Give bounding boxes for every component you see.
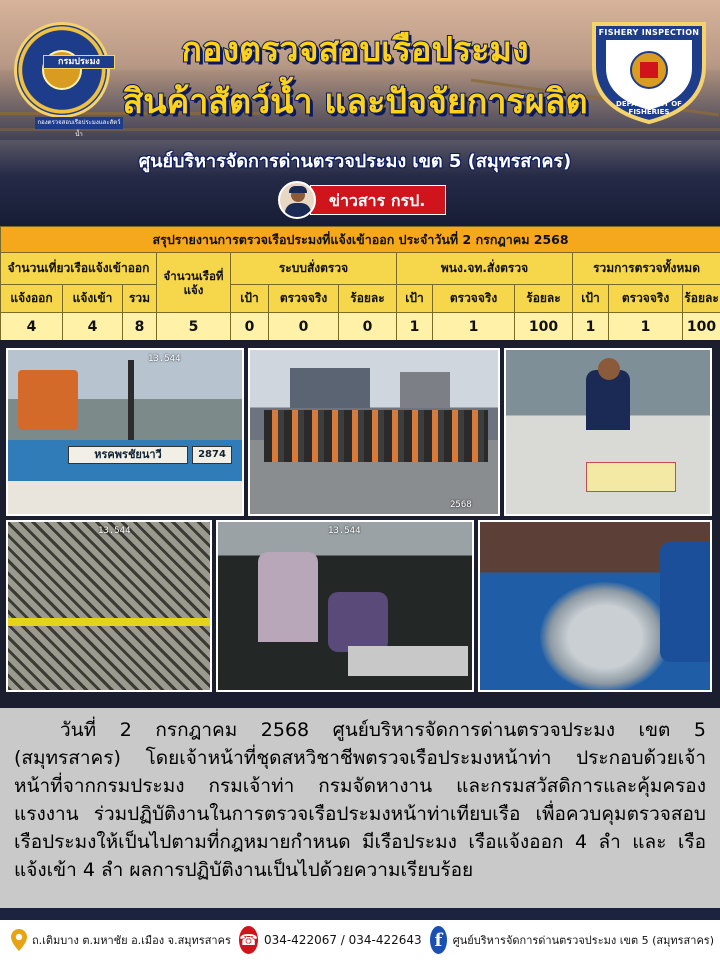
sub-header-actual: ตรวจจริง xyxy=(433,285,515,313)
sub-header-percent: ร้อยละ xyxy=(683,285,720,313)
sub-header-target: เป้า xyxy=(573,285,609,313)
logo-left-under-text: กองตรวจสอบเรือประมงและสัตว์น้ำ xyxy=(35,117,123,129)
value-count: 5 xyxy=(157,313,231,341)
news-label: ข่าวสาร กรป. xyxy=(310,185,446,215)
headline-subtitle: ศูนย์บริหารจัดการด่านตรวจประมง เขต 5 (สมุทรสาคร) xyxy=(138,151,572,172)
footer-facebook-page[interactable]: ศูนย์บริหารจัดการด่านตรวจประมง เขต 5 (สมุทรสาคร) xyxy=(452,934,714,947)
logo-right-top-text: FISHERY INSPECTION xyxy=(598,28,700,37)
headline-line-2: สินค้าสัตว์น้ำ และปัจจัยการผลิต xyxy=(122,82,588,122)
value-system-actual: 0 xyxy=(269,313,339,341)
sub-header-target: เป้า xyxy=(397,285,433,313)
inspection-report-table xyxy=(0,226,720,340)
photo-grid xyxy=(0,340,720,708)
logo-left-text: กรมประมง xyxy=(43,55,115,69)
gps-stamp: 13.544 xyxy=(98,526,131,536)
boat-number-plate: 2874 xyxy=(192,446,232,464)
photo-net-inspection xyxy=(216,520,474,692)
header-total-inspection: รวมการตรวจทั้งหมด xyxy=(573,253,720,285)
footer-phone[interactable]: 034-422067 / 034-422643 xyxy=(263,933,422,947)
photo-team-group xyxy=(248,348,500,516)
sub-header-in: แจ้งเข้า xyxy=(63,285,123,313)
photo-fishing-boat xyxy=(6,348,244,516)
value-officer-percent: 100 xyxy=(515,313,573,341)
sub-header-percent: ร้อยละ xyxy=(515,285,573,313)
boat-name-plate: หรคพรชัยนาวี xyxy=(68,446,188,464)
phone-icon: ☎ xyxy=(239,926,258,954)
value-system-percent: 0 xyxy=(339,313,397,341)
header-banner xyxy=(0,0,720,226)
date-stamp: 2568 xyxy=(450,500,472,510)
fishery-inspection-shield-logo xyxy=(588,18,710,126)
value-officer-target: 1 xyxy=(397,313,433,341)
facebook-icon[interactable]: f xyxy=(430,926,447,954)
header-boat-count: จำนวนเรือที่แจ้ง xyxy=(157,253,231,313)
officer-avatar-icon xyxy=(278,181,316,219)
header-system-inspection: ระบบสั่งตรวจ xyxy=(231,253,397,285)
value-sum: 8 xyxy=(123,313,157,341)
value-officer-actual: 1 xyxy=(433,313,515,341)
contact-footer xyxy=(0,920,720,960)
sub-header-percent: ร้อยละ xyxy=(339,285,397,313)
sub-header-sum: รวม xyxy=(123,285,157,313)
value-total-actual: 1 xyxy=(609,313,683,341)
header-boat-trips: จำนวนเที่ยวเรือแจ้งเข้าออก xyxy=(1,253,157,285)
sub-header-actual: ตรวจจริง xyxy=(269,285,339,313)
news-description xyxy=(0,708,720,908)
sub-header-actual: ตรวจจริง xyxy=(609,285,683,313)
value-out: 4 xyxy=(1,313,63,341)
gps-stamp: 13.544 xyxy=(148,354,181,364)
photo-fishing-net xyxy=(6,520,212,692)
header-officer-inspection: พนง.จท.สั่งตรวจ xyxy=(397,253,573,285)
value-in: 4 xyxy=(63,313,123,341)
value-system-target: 0 xyxy=(231,313,269,341)
headline-line-1: กองตรวจสอบเรือประมง xyxy=(181,30,529,70)
logo-right-bottom-text: DEPARTMENT OF FISHERIES xyxy=(616,100,682,116)
description-paragraph: วันที่ 2 กรกฎาคม 2568 ศูนย์บริหารจัดการด่านตรวจประมง เขต 5 (สมุทรสาคร) โดยเจ้าหน้าที่ชุดสหวิชาชีพตรวจเรือประมงหน้าท่า ประกอบด้วยเจ้าหน้าที่จากกรมประมง กรมเจ้าท่า กรมจัดหางาน และกรมสวัสดิการและคุ้มครองแรงงาน ร่วมปฏิบัติงานในการตรวจเรือประมงหน้าท่าเทียบเรือ เพื่อควบคุมตรวจสอบเรือประมงให้เป็นไปตามที่กฎหมายกำหนด มีเรือประมง เรือแจ้งออก 4 ลำ และ เรือแจ้งเข้า 4 ลำ ผลการปฏิบัติงานเป็นไปด้วยความเรียบร้อย xyxy=(14,719,706,881)
department-of-fisheries-logo xyxy=(14,22,121,138)
sub-header-target: เป้า xyxy=(231,285,269,313)
photo-officer-documents xyxy=(504,348,712,516)
footer-band xyxy=(0,908,720,920)
report-title: สรุปรายงานการตรวจเรือประมงที่แจ้งเข้าออก ประจำวันที่ 2 กรกฎาคม 2568 xyxy=(1,227,720,253)
footer-address: ถ.เติมบาง ต.มหาชัย อ.เมือง จ.สมุทรสาคร xyxy=(32,934,231,947)
news-badge xyxy=(278,182,446,218)
gps-stamp: 13.544 xyxy=(328,526,361,536)
sub-header-out: แจ้งออก xyxy=(1,285,63,313)
location-pin-icon xyxy=(6,927,32,953)
value-total-percent: 100 xyxy=(683,313,720,341)
value-total-target: 1 xyxy=(573,313,609,341)
photo-fish-catch xyxy=(478,520,712,692)
